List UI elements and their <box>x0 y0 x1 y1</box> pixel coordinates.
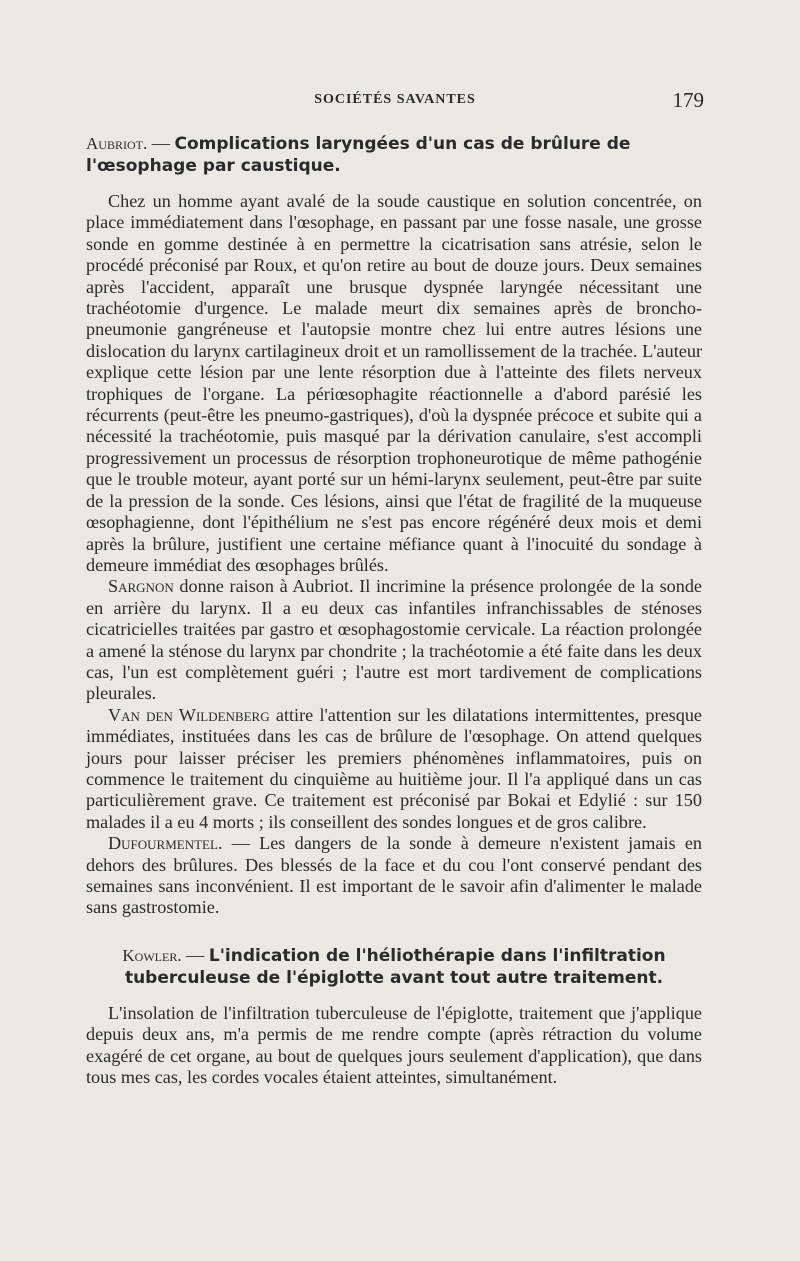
paragraph-text: attire l'attention sur les dilatations intermittentes, presque immédiates, instituées dans les cas de brûlure de l'œsophage. On attend quelques jours pour laisser préciser les premiers phénomènes inflammatoires, puis on commence le traitement du cinquième au huitième jour. Il l'a appliqué dans un cas particulièrement grave. Ce traitement est préconisé par Bokai et Edylié : sur 150 malades il a eu 4 morts ; ils conseillent des sondes longues et de gros calibre. <box>86 704 702 832</box>
paragraph-text: — Les dangers de la sonde à demeure n'existent jamais en dehors des brûlures. Des blessés de la face et du cou l'ont conservé pendant des semaines sans inconvénient. Il est important de le savoir afin d'alimenter le malade sans gastrostomie. <box>86 833 702 918</box>
article-author: Kowler. <box>122 945 182 965</box>
page-number: 179 <box>672 88 704 112</box>
paragraph-text: Chez un homme ayant avalé de la soude caustique en solution concentrée, on place immédiatement dans l'œsophage, en passant par une fosse nasale, une grosse sonde en gomme destinée à en permettre la cicatrisation sans atrésie, selon le procédé préconisé par Roux, et qu'on retire au bout de douze jours. Deux semaines après l'accident, apparaît une brusque dyspnée laryngée nécessitant une trachéotomie d'urgence. Le malade meurt dix semaines après de broncho-pneumonie gangréneuse et l'autopsie montre chez lui entre autres lésions une dislocation du larynx cartilagineux droit et un ramollissement de la trachée. L'auteur explique cette lésion par une lente résorption due à l'atteinte des filets nerveux trophiques de l'organe. La périœsophagite réactionnelle a d'abord parésié les récurrents (peut-être les pneumo-gastriques), d'où la dyspnée précoce et subite qui a nécessité la trachéotomie, puis masqué par la dérivation canulaire, s'est accompli progressivement un processus de résorption trophoneurotique de même pathogénie que le trouble moteur, ayant porté sur un hémi-larynx seulement, peut-être par suite de la pression de la sonde. Ces lésions, ainsi que l'état de fragilité de la muqueuse œsophagienne, dont l'épithélium ne s'est pas encore régénéré deux mois et demi après la brûlure, justifient une certaine méfiance quant à l'inocuité du sondage à demeure immédiat des œsophages brûlés. <box>86 191 702 575</box>
heading-dash: — <box>147 133 175 153</box>
speaker-name: Sargnon <box>108 576 174 597</box>
paragraph-text: L'insolation de l'infiltration tuberculeuse de l'épiglotte, traitement que j'applique depuis deux ans, m'a permis de me rendre compte (après rétraction du volume exagéré de cet organe, au bout de quelques jours seulement d'application), que dans tous mes cas, les cordes vocales étaient atteintes, simultanément. <box>86 1002 702 1088</box>
article-aubriot <box>86 133 702 919</box>
speaker-name: Dufourmentel. <box>108 833 223 854</box>
page-content <box>86 133 702 1088</box>
article-title: L'indication de l'héliothérapie dans l'infiltration tuberculeuse de l'épiglotte avant tout autre traitement. <box>124 945 666 988</box>
paragraph-text: donne raison à Aubriot. Il incrimine la présence prolongée de la sonde en arrière du larynx. Il a eu deux cas infantiles infranchissables de sténoses cicatricielles traitées par gastro et œsophagostomie cervicale. La réaction prolongée a amené la sténose du larynx par chondrite ; la trachéotomie a été faite dans les deux cas, l'un est complètement guéri ; l'autre est mort tardivement de complications pleurales. <box>86 576 702 704</box>
section-gap <box>86 919 702 945</box>
heading-dash: — <box>181 944 209 965</box>
paragraph <box>86 576 702 704</box>
article-author: Aubriot. <box>86 134 148 153</box>
running-title: SOCIÉTÉS SAVANTES <box>314 92 476 107</box>
page-header <box>86 88 704 114</box>
article-title: Complications laryngées d'un cas de brûlure de l'œsophage par caustique. <box>86 134 631 176</box>
paragraph <box>86 1003 702 1089</box>
speaker-name: Van den Wildenberg <box>108 704 270 725</box>
paragraph <box>86 833 702 919</box>
article-kowler <box>86 945 702 1089</box>
article-heading <box>86 133 702 177</box>
paragraph <box>86 191 702 576</box>
article-heading <box>86 945 702 989</box>
paragraph <box>86 705 702 833</box>
